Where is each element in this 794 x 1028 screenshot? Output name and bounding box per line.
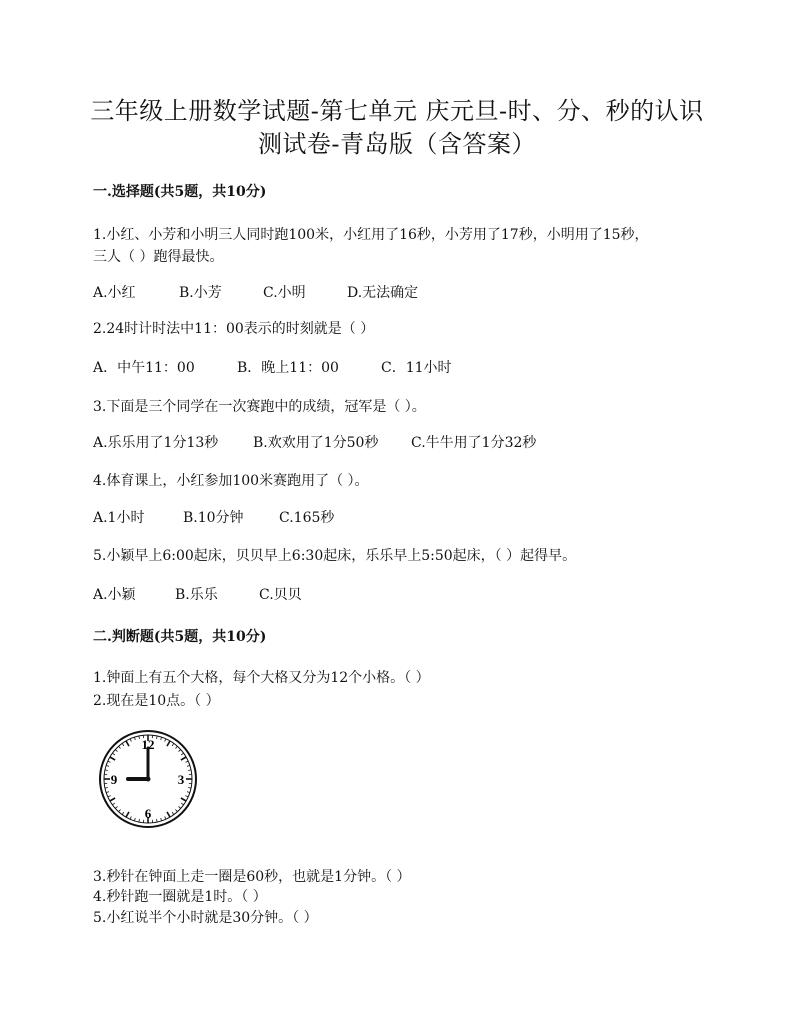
- clock-tick: [112, 803, 114, 805]
- option: B.小芳: [179, 285, 222, 301]
- clock-tick: [108, 761, 111, 762]
- option: A.小颖: [93, 587, 136, 603]
- question-1-stem: 1.小红、小芳和小明三人同时跑100米，小红用了16秒，小芳用了17秒，小明用了15秒，: [93, 227, 649, 243]
- clock-tick: [172, 812, 174, 814]
- option: C．11小时: [381, 360, 452, 376]
- clock-numeral-12: 12: [141, 737, 155, 752]
- clock-tick: [130, 816, 131, 819]
- clock-tick: [167, 741, 170, 746]
- option: C.165秒: [279, 510, 335, 526]
- question-2-stem: 2.24时计时法中11：00表示的时刻就是（ ）: [93, 321, 375, 337]
- question-3-options: [93, 432, 536, 452]
- option: B.欢欢用了1分50秒: [253, 435, 379, 451]
- clock-tick: [157, 819, 158, 822]
- clock-tick: [115, 806, 117, 808]
- clock-tick: [185, 796, 188, 797]
- option: C.小明: [263, 285, 306, 301]
- clock-tick: [167, 812, 170, 817]
- clock-numeral-6: 6: [144, 806, 152, 821]
- clock-tick: [126, 812, 129, 817]
- clock-tick: [187, 765, 190, 766]
- judge-item-1: 1.钟面上有五个大格，每个大格又分为12个小格。（ ）: [93, 670, 430, 686]
- clock-tick: [172, 743, 174, 745]
- clock-tick: [110, 798, 115, 801]
- clock-tick: [110, 757, 115, 760]
- clock-tick: [178, 750, 180, 752]
- clock-tick: [122, 743, 124, 745]
- clock-tick: [188, 788, 191, 789]
- page-title-line-1: 三年级上册数学试题-第七单元 庆元旦-时、分、秒的认识: [90, 97, 704, 125]
- clock-tick: [157, 736, 158, 739]
- option: C.贝贝: [259, 587, 302, 603]
- clock-tick: [106, 792, 109, 793]
- option: D.无法确定: [347, 285, 419, 301]
- question-5-stem: 5.小颖早上6:00起床，贝贝早上6:30起床，乐乐早上5:50起床，（ ）起得早。: [93, 548, 577, 564]
- judge-item-5: 5.小红说半个小时就是30分钟。（ ）: [93, 910, 318, 926]
- clock-tick: [139, 819, 140, 822]
- question-5-options: [93, 584, 302, 604]
- option: C.牛牛用了1分32秒: [411, 435, 537, 451]
- option: B．晚上11：00: [237, 360, 339, 376]
- option: A.小红: [93, 285, 136, 301]
- question-1-stem-cont: 三人（ ）跑得最快。: [93, 249, 224, 265]
- option: A．中午11：00: [93, 360, 195, 376]
- clock-tick: [187, 792, 190, 793]
- clock-tick: [126, 741, 129, 746]
- judge-item-4: 4.秒针跑一圈就是1时。（ ）: [93, 889, 267, 905]
- judge-item-3: 3.秒针在钟面上走一圈是60秒，也就是1分钟。（ ）: [93, 869, 411, 885]
- clock-tick: [161, 818, 162, 821]
- question-1-options: [93, 282, 418, 302]
- clock-tick: [130, 739, 131, 742]
- clock-tick: [175, 809, 177, 811]
- page-title-line-2: 测试卷-青岛版（含答案）: [257, 130, 537, 158]
- question-4-stem: 4.体育课上，小红参加100米赛跑用了（ ）。: [93, 473, 369, 489]
- clock-tick: [122, 812, 124, 814]
- clock-tick: [115, 750, 117, 752]
- clock-tick: [181, 757, 186, 760]
- clock-tick: [165, 739, 166, 742]
- clock-tick: [119, 809, 121, 811]
- clock-tick: [178, 806, 180, 808]
- clock-tick: [112, 753, 114, 755]
- clock-tick: [139, 736, 140, 739]
- clock-tick: [188, 770, 191, 771]
- clock-tick: [181, 753, 183, 755]
- clock-tick: [134, 737, 135, 740]
- clock-tick: [161, 737, 162, 740]
- clock-tick: [105, 788, 108, 789]
- clock-tick: [175, 746, 177, 748]
- clock-tick: [165, 816, 166, 819]
- section-heading-judge: 二.判断题(共5题，共10分): [93, 629, 267, 645]
- clock-tick: [108, 796, 111, 797]
- clock-numeral-9: 9: [110, 772, 118, 787]
- judge-item-2: 2.现在是10点。（ ）: [93, 693, 220, 709]
- option: A.1小时: [93, 510, 145, 526]
- clock-tick: [185, 761, 188, 762]
- option: B.10分钟: [183, 510, 244, 526]
- clock-tick: [119, 746, 121, 748]
- question-2-options: [93, 357, 452, 377]
- clock-face-image: [97, 729, 199, 829]
- clock-numeral-3: 3: [177, 772, 185, 787]
- clock-tick: [105, 770, 108, 771]
- clock-tick: [181, 803, 183, 805]
- question-3-stem: 3.下面是三个同学在一次赛跑中的成绩，冠军是（ ）。: [93, 399, 426, 415]
- option: A.乐乐用了1分13秒: [93, 435, 219, 451]
- clock-tick: [106, 765, 109, 766]
- clock-tick: [181, 798, 186, 801]
- option: B.乐乐: [175, 587, 218, 603]
- clock-center-pin: [146, 777, 151, 782]
- clock-tick: [134, 818, 135, 821]
- section-heading-choice: 一.选择题(共5题，共10分): [93, 184, 267, 200]
- question-4-options: [93, 507, 334, 527]
